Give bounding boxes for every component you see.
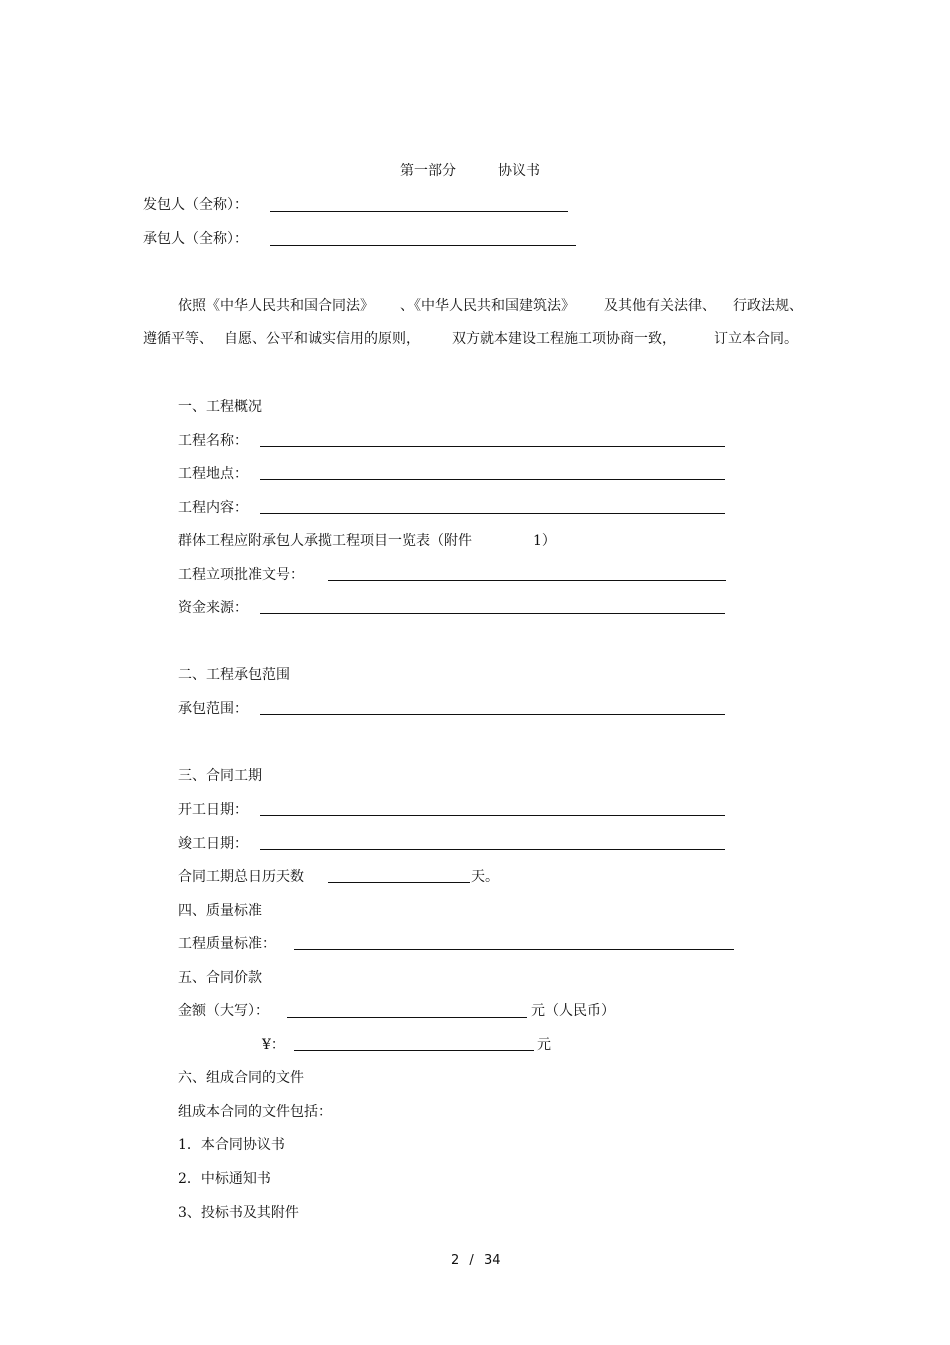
total-days-unit: 天。 (471, 869, 499, 885)
page-current: 2 (451, 1253, 460, 1268)
start-date-field[interactable] (260, 815, 725, 816)
project-content-field[interactable] (260, 513, 725, 514)
employer-field[interactable] (270, 211, 568, 212)
section-price-heading: 五、合同价款 (178, 970, 262, 986)
document-item: 3、投标书及其附件 (178, 1205, 299, 1221)
project-location-field[interactable] (260, 479, 725, 480)
amount-figure-field[interactable] (294, 1050, 534, 1051)
project-name-field[interactable] (260, 446, 725, 447)
project-name-label: 工程名称： (178, 433, 248, 449)
approval-number-field[interactable] (328, 580, 726, 581)
doc-part-label: 第一部分 (400, 163, 456, 179)
scope-field[interactable] (260, 714, 725, 715)
section-period-heading: 三、合同工期 (178, 768, 262, 784)
start-date-label: 开工日期： (178, 802, 248, 818)
end-date-label: 竣工日期： (178, 836, 248, 852)
doc-title-label: 协议书 (498, 163, 540, 179)
doc-title (400, 162, 540, 180)
amount-figure-unit: 元 (537, 1037, 551, 1053)
group-project-note-num: 1） (533, 533, 556, 549)
intro-line1-a: 依照《中华人民共和国合同法》 (178, 298, 374, 314)
amount-words-label: 金额（大写）： (178, 1003, 269, 1019)
project-location-label: 工程地点： (178, 466, 248, 482)
scope-label: 承包范围： (178, 701, 248, 717)
document-item: 1．本合同协议书 (178, 1137, 285, 1153)
intro-line1-c: 及其他有关法律、 (604, 298, 716, 314)
intro-line2-b: 自愿、公平和诚实信用的原则， (224, 331, 420, 347)
page-number (451, 1252, 501, 1270)
total-days-field[interactable] (328, 882, 470, 883)
quality-field[interactable] (294, 949, 734, 950)
documents-intro: 组成本合同的文件包括： (178, 1104, 332, 1120)
amount-words-field[interactable] (287, 1017, 527, 1018)
section-documents-heading: 六、组成合同的文件 (178, 1070, 304, 1086)
amount-figure-label: ¥： (262, 1037, 285, 1053)
section-overview-heading: 一、工程概况 (178, 399, 262, 415)
page-separator: / (469, 1253, 474, 1268)
page-total: 34 (483, 1253, 501, 1268)
section-quality-heading: 四、质量标准 (178, 903, 262, 919)
employer-label: 发包人（全称）： (143, 197, 248, 213)
project-content-label: 工程内容： (178, 500, 248, 516)
total-days-label: 合同工期总日历天数 (178, 869, 304, 885)
contractor-label: 承包人（全称）： (143, 231, 248, 247)
section-scope-heading: 二、工程承包范围 (178, 667, 290, 683)
approval-number-label: 工程立项批准文号： (178, 567, 304, 583)
intro-line2-a: 遵循平等、 (143, 331, 213, 347)
intro-line1-d: 行政法规、 (733, 298, 803, 314)
funding-source-label: 资金来源： (178, 600, 248, 616)
amount-words-unit: 元（人民币） (531, 1003, 615, 1019)
end-date-field[interactable] (260, 849, 725, 850)
group-project-note: 群体工程应附承包人承揽工程项目一览表（附件 (178, 533, 472, 549)
contractor-field[interactable] (270, 245, 576, 246)
quality-label: 工程质量标准： (178, 936, 276, 952)
intro-line2-c: 双方就本建设工程施工项协商一致， (452, 331, 676, 347)
intro-line1-b: 、《中华人民共和国建筑法》 (400, 298, 575, 314)
funding-source-field[interactable] (260, 613, 725, 614)
intro-line2-d: 订立本合同。 (714, 331, 798, 347)
document-item: 2．中标通知书 (178, 1171, 271, 1187)
